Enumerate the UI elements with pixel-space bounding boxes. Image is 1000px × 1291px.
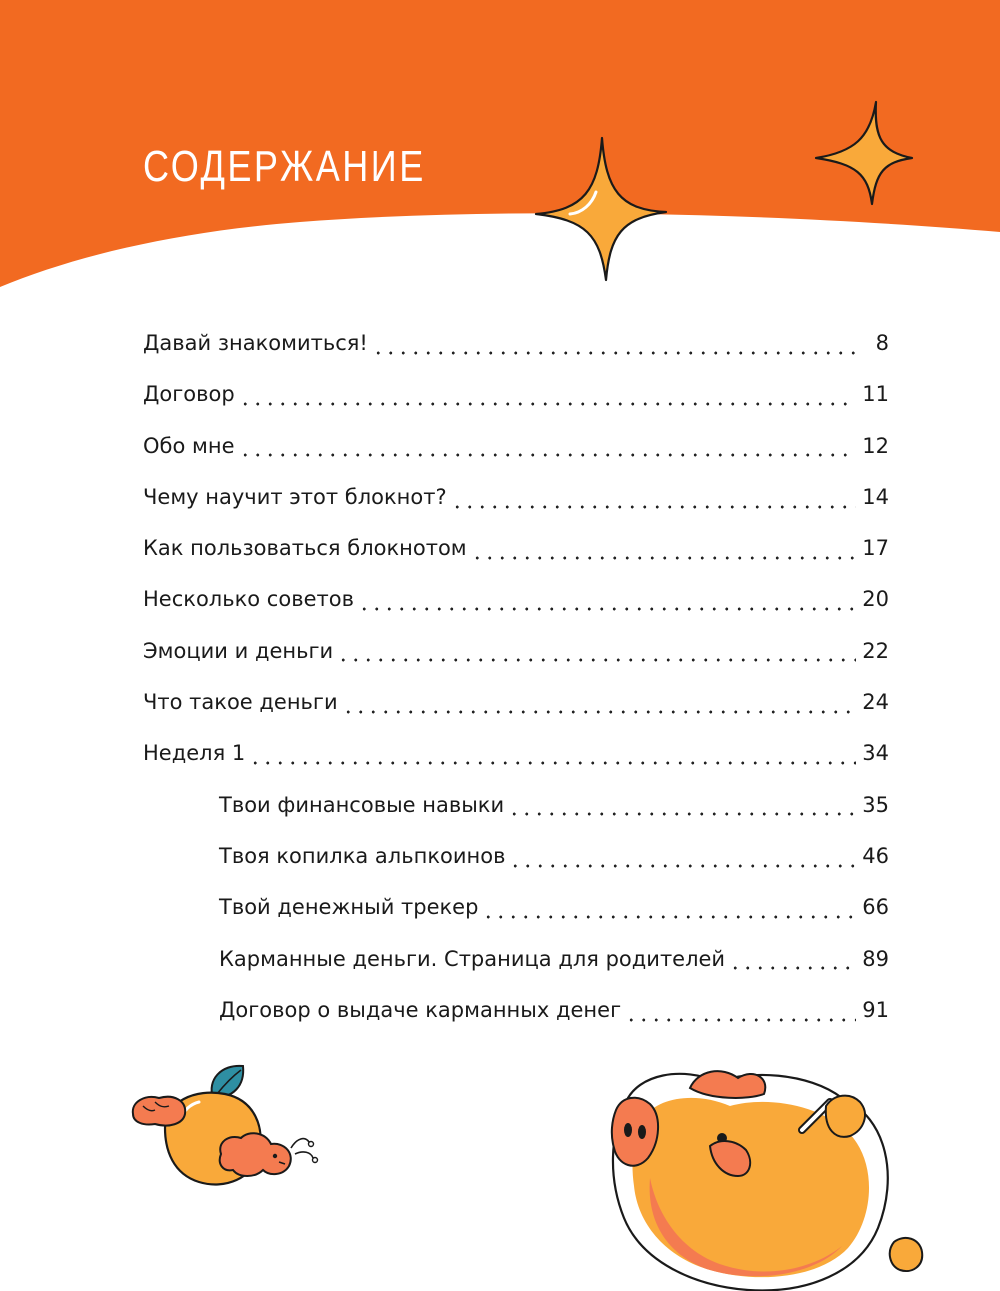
toc-subentry[interactable] — [143, 882, 889, 933]
table-of-contents — [143, 318, 889, 1036]
toc-subentry[interactable] — [143, 831, 889, 882]
toc-entry[interactable] — [143, 728, 889, 779]
leader-dots — [729, 966, 856, 970]
toc-entry-title: Карманные деньги. Страница для родителей — [219, 946, 726, 971]
toc-page-number: 12 — [862, 433, 889, 458]
toc-entry-title: Эмоции и деньги — [143, 638, 334, 663]
toc-page-number: 11 — [862, 382, 889, 407]
toc-page-number: 17 — [862, 536, 889, 561]
toc-page-number: 89 — [862, 946, 889, 971]
toc-subentry[interactable] — [143, 934, 889, 985]
toc-entry[interactable] — [143, 677, 889, 728]
toc-entry[interactable] — [143, 523, 889, 574]
toc-page-number: 35 — [862, 792, 889, 817]
toc-page-number: 20 — [862, 587, 889, 612]
toc-entry[interactable] — [143, 626, 889, 677]
toc-entry[interactable] — [143, 421, 889, 472]
toc-entry-title: Обо мне — [143, 433, 235, 458]
leader-dots — [625, 1018, 856, 1022]
toc-entry-title: Твоя копилка альпкоинов — [219, 843, 506, 868]
toc-entry-title: Договор — [143, 382, 235, 407]
leader-dots — [509, 864, 856, 868]
toc-entry[interactable] — [143, 318, 889, 369]
orange-character-illustration — [125, 1058, 330, 1193]
toc-entry-title: Договор о выдаче карманных денег — [219, 997, 622, 1022]
toc-page-number: 34 — [862, 741, 889, 766]
toc-page-number: 66 — [862, 895, 889, 920]
pig-character-illustration — [598, 1058, 928, 1291]
toc-page-number: 22 — [862, 638, 889, 663]
toc-entry-title: Твои финансовые навыки — [219, 792, 505, 817]
toc-page-number: 91 — [862, 997, 889, 1022]
toc-entry-title: Твой денежный трекер — [219, 895, 479, 920]
leader-dots — [342, 710, 857, 714]
leader-dots — [239, 453, 857, 457]
leader-dots — [239, 402, 857, 406]
toc-entry-title: Несколько советов — [143, 587, 354, 612]
leader-dots — [358, 607, 856, 611]
leader-dots — [337, 658, 856, 662]
sparkle-icon — [810, 98, 920, 208]
toc-entry-title: Чему научит этот блокнот? — [143, 484, 447, 509]
page-title: СОДЕРЖАНИЕ — [143, 142, 426, 191]
toc-subentry[interactable] — [143, 985, 889, 1036]
toc-entry-title: Давай знакомиться! — [143, 331, 368, 355]
toc-entry[interactable] — [143, 369, 889, 420]
toc-entry-title: Как пользоваться блокнотом — [143, 536, 467, 561]
leader-dots — [372, 351, 859, 355]
toc-entry-title: Что такое деньги — [143, 690, 338, 715]
toc-page-number: 46 — [862, 843, 889, 868]
toc-page-number: 8 — [875, 331, 889, 355]
toc-subentry[interactable] — [143, 780, 889, 831]
sparkle-icon — [530, 130, 690, 285]
toc-page-number: 24 — [862, 690, 889, 715]
toc-entry[interactable] — [143, 574, 889, 625]
leader-dots — [471, 556, 857, 560]
leader-dots — [482, 915, 856, 919]
leader-dots — [249, 761, 856, 765]
leader-dots — [508, 812, 856, 816]
toc-entry[interactable] — [143, 472, 889, 523]
toc-page-number: 14 — [862, 484, 889, 509]
leader-dots — [451, 505, 857, 509]
toc-entry-title: Неделя 1 — [143, 741, 246, 766]
